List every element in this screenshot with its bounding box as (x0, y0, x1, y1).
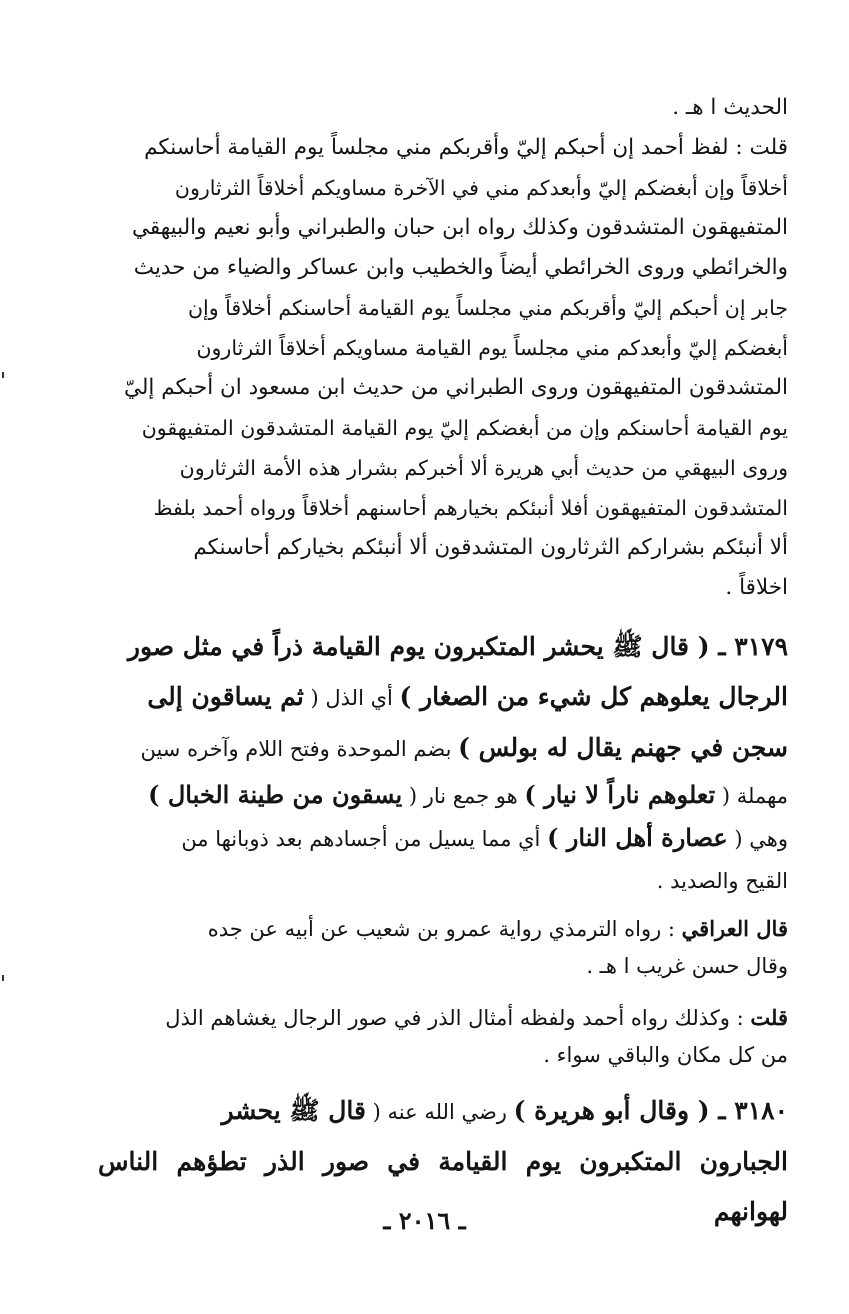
commentary-text: بضم الموحدة وفتح اللام وآخره سين (140, 737, 459, 761)
commentary-text: رضي الله عنه ( (366, 1100, 514, 1124)
note-lead: قال العراقي (681, 916, 788, 941)
text-line: المتشدقون المتفيهقون وروى الطبراني من حديث ابن مسعود ان أحبكم إليّ (123, 375, 788, 400)
hadith-text-bold: الرجال يعلوهم كل شيء من الصغار ) (399, 682, 788, 711)
text-line (98, 999, 788, 1037)
commentary-text: مهملة ( (715, 784, 788, 808)
text-line: قلت : لفظ أحمد إن أحبكم إليّ وأقربكم مني مجلساً يوم القيامة أحاسنكم (144, 135, 788, 160)
text-line: أخلاقاً وإن أبغضكم إليّ وأبعدكم مني في الآخرة مساويكم أخلاقاً الثرثارون (174, 176, 788, 200)
text-line: يوم القيامة أحاسنكم وإن من أبغضكم إليّ يوم القيامة المتشدقون المتفيهقون (141, 416, 788, 440)
hadith-text-bold: يسقون من طينة الخبال ) (148, 780, 403, 809)
page-number: ـ ٢٠١٦ ـ (383, 1206, 466, 1235)
hadith-3179 (98, 622, 788, 902)
hadith-text-bold: ثم يساقون إلى (147, 682, 304, 711)
iraqi-note (98, 910, 788, 985)
note-lead: قلت (750, 1005, 788, 1030)
margin-mark (2, 372, 4, 378)
hadith-line: الجبارون المتكبرون يوم القيامة في صور الذر تطؤهم الناس لهوانهم (98, 1147, 788, 1226)
hadith-line: ٣١٧٩ ـ ( قال ﷺ يحشر المتكبرون يوم القيامة ذراً في مثل صور (127, 632, 788, 661)
text-line: اخلاقاً . (725, 575, 788, 600)
text-line: المتفيهقون المتشدقون وكذلك رواه ابن حبان والطبراني وأبو نعيم والبيهقي (131, 215, 788, 240)
note-text: : رواه الترمذي رواية عمرو بن شعيب عن أبيه عن جده (207, 917, 682, 941)
margin-mark (2, 975, 4, 981)
page-body (98, 88, 788, 1237)
hadith-text-bold: سجن في جهنم يقال له بولس ) (458, 733, 788, 762)
text-line: ألا أنبئكم بشراركم الثرثارون المتشدقون ألا أنبئكم بخياركم أحاسنكم (193, 535, 788, 560)
text-line: أبغضكم إليّ وأبعدكم مني مجلساً يوم القيامة مساويكم أخلاقاً الثرثارون (196, 336, 788, 360)
commentary-paragraph (98, 88, 788, 608)
text-line: المتشدقون المتفيهقون أفلا أنبئكم بخيارهم أحاسنهم أخلاقاً ورواه أحمد بلفظ (153, 496, 788, 520)
hadith-text-bold: قال ﷺ يحشر (221, 1096, 366, 1125)
hadith-line (98, 672, 788, 723)
commentary-text: وهي ( (727, 827, 788, 851)
text-line: وقال حسن غريب ا هـ . (586, 954, 788, 978)
text-line: وروى البيهقي من حديث أبي هريرة ألا أخبركم بشرار هذه الأمة الثرثارون (179, 456, 788, 480)
commentary-text: أي الذل ( (303, 686, 400, 710)
hadith-line (98, 817, 788, 860)
note-text: : وكذلك رواه أحمد ولفظه أمثال الذر في صور الرجال يغشاهم الذل (165, 1006, 751, 1030)
hadith-line (98, 774, 788, 817)
text-line (98, 910, 788, 948)
hadith-line (98, 1086, 788, 1137)
text-line: من كل مكان والباقي سواء . (543, 1043, 788, 1067)
text-line: جابر إن أحبكم إليّ وأقربكم مني مجلساً يوم القيامة أحاسنكم أخلاقاً وإن (187, 296, 788, 320)
qult-note (98, 999, 788, 1074)
text-line: الحديث ا هـ . (672, 95, 788, 120)
commentary-text: هو جمع نار ( (402, 784, 525, 808)
hadith-text-bold: ٣١٨٠ ـ ( وقال أبو هريرة ) (513, 1096, 788, 1125)
commentary-text: أي مما يسيل من أجسادهم بعد ذوبانها من (181, 827, 548, 851)
text-line: والخرائطي وروى الخرائطي أيضاً والخطيب وابن عساكر والضياء من حديث (133, 255, 788, 280)
hadith-text-bold: تعلوهم ناراً لا نيار ) (524, 780, 716, 809)
hadith-line (98, 723, 788, 774)
text-line: القيح والصديد . (656, 869, 788, 893)
hadith-text-bold: عصارة أهل النار ) (547, 823, 728, 852)
